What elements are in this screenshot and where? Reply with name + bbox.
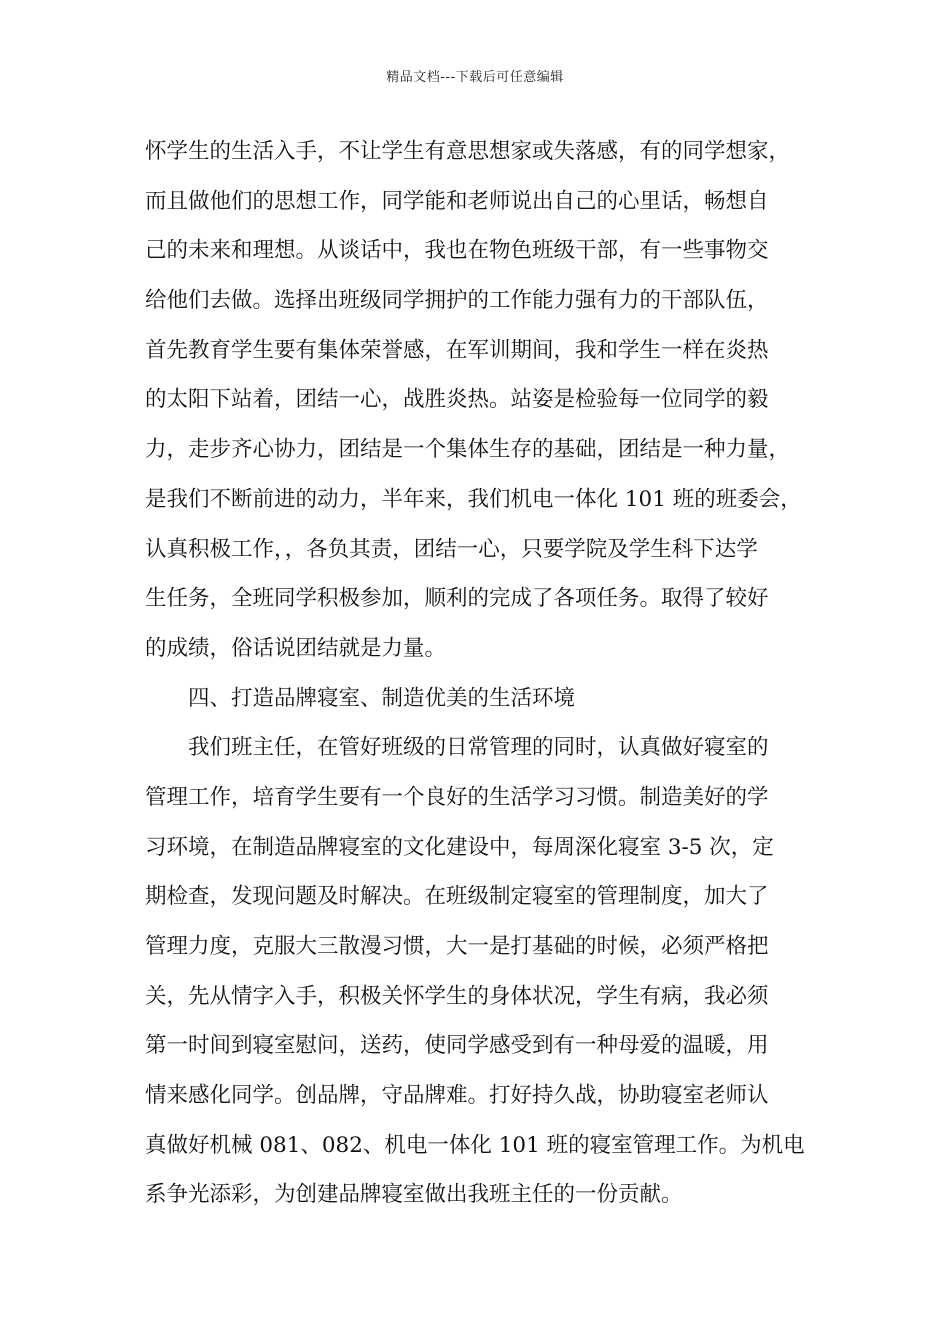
- text-line: 管理工作，培育学生要有一个良好的生活学习习惯。制造美好的学: [145, 784, 769, 810]
- text-line: 怀学生的生活入手，不让学生有意思想家或失落感，有的同学想家，: [145, 139, 791, 164]
- text-line: 习环境，在制造品牌寝室的文化建设中，每周深化寝室 3-5 次，定: [145, 834, 774, 860]
- text-line: 情来感化同学。创品牌，守品牌难。打好持久战，协助寝室老师认: [145, 1083, 769, 1109]
- text-line: 而且做他们的思想工作，同学能和老师说出自己的心里话，畅想自: [145, 188, 769, 214]
- text-line: 真做好机械 081、082、机电一体化 101 班的寝室管理工作。为机电: [145, 1132, 805, 1158]
- text-line: 己的未来和理想。从谈话中，我也在物色班级干部，有一些事物交: [145, 238, 769, 264]
- text-line: 是我们不断前进的动力，半年来，我们机电一体化 101 班的班委会，: [145, 486, 802, 512]
- text-line: 期检查，发现问题及时解决。在班级制定寝室的管理制度，加大了: [145, 884, 769, 910]
- page-header: 精品文档---下载后可任意编辑: [386, 70, 564, 85]
- document-body: [145, 127, 825, 1220]
- text-line: 给他们去做。选择出班级同学拥护的工作能力强有力的干部队伍，: [145, 288, 769, 314]
- text-line: 系争光添彩，为创建品牌寝室做出我班主任的一份贡献。: [145, 1182, 683, 1208]
- text-line: 认真积极工作，，各负其责，团结一心，只要学院及学生科下达学: [145, 536, 758, 562]
- text-line: 关，先从情字入手，积极关怀学生的身体状况，学生有病，我必须: [145, 983, 769, 1009]
- text-line: 生任务，全班同学积极参加，顺利的完成了各项任务。取得了较好: [145, 586, 769, 612]
- text-line: 第一时间到寝室慰问，送药，使同学感受到有一种母爱的温暖，用: [145, 1033, 769, 1059]
- text-line: 力，走步齐心协力，团结是一个集体生存的基础，团结是一种力量，: [145, 437, 791, 463]
- text-line: 首先教育学生要有集体荣誉感，在军训期间，我和学生一样在炎热: [145, 337, 769, 363]
- text-line: 我们班主任，在管好班级的日常管理的同时，认真做好寝室的: [145, 735, 769, 761]
- text-line: 管理力度，克服大三散漫习惯，大一是打基础的时候，必须严格把: [145, 934, 769, 959]
- section-heading: 四、打造品牌寝室、制造优美的生活环境: [145, 685, 576, 711]
- text-line: 的成绩，俗话说团结就是力量。: [145, 635, 447, 661]
- text-line: 的太阳下站着，团结一心，战胜炎热。站姿是检验每一位同学的毅: [145, 387, 769, 413]
